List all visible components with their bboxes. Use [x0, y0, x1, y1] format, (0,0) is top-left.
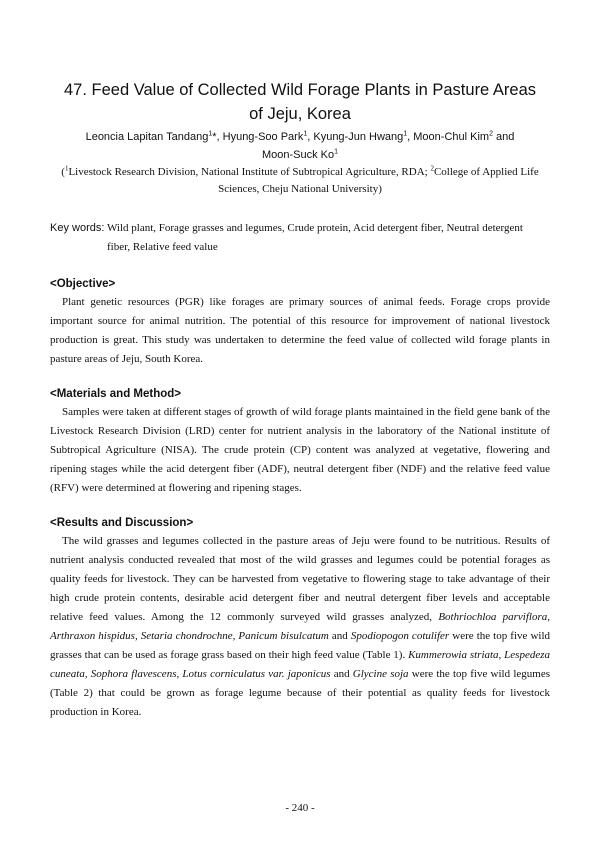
objective-heading: <Objective> — [50, 278, 116, 290]
species-legume-5: Glycine soja — [352, 668, 409, 680]
results-text: The wild grasses and legumes collected in the pasture areas of Jeju were found to be nutritious. Results of nutrient analysis conducted revealed that most of the wild grasses and legumes could be potential forages as quality feeds for livestock. They can be harvested from vegetative to flowering stage to take advantage of their high crude protein contents, desirable acid detergent fiber and neutral detergent fiber levels and acceptable relative feed values. Among the 12 commonly surveyed wild grasses analyzed, Bothriochloa parviflora, Arthraxon hispidus, Setaria chondrochne, Panicum bisulcatum and Spodiopogon cotulifer were the top five wild grasses that can be used as forage grass based on their high feed value (Table 1). Kummerowia striata, Lespedeza cuneata, Sophora flavescens, Lotus corniculatus var. japonicus and Glycine soja were the top five wild legumes (Table 2) that could be grown as forage legume because of their potential as quality feeds for livestock production in Korea. — [50, 535, 551, 718]
page-number: - 240 - — [285, 802, 315, 814]
species-legumes: Kummerowia striata, Lespedeza cuneata, Sophora flavescens, Lotus corniculatus var. japonicus — [50, 649, 550, 680]
affiliation: ($^1$Livestock Research Division, National Institute of Subtropical Agriculture, RDA; $^2$College of Applied Life Sciences, Cheju National University) — [61, 164, 539, 195]
methods-heading: <Materials and Method> — [50, 388, 182, 400]
results-heading: <Results and Discussion> — [50, 517, 194, 529]
paper-title: 47. Feed Value of Collected Wild Forage Plants in Pasture Areas of Jeju, Korea — [63, 81, 537, 123]
author-list: Leoncia Lapitan Tandang$^1$*, Hyung-Soo Park$^1$, Kyung-Jun Hwang$^1$, Moon-Chul Kim$^2$ and Moon-Suck Ko$^1$ — [85, 130, 515, 161]
species-grasses: Bothriochloa parviflora, Arthraxon hispidus, Setaria chondrochne, Panicum bisulcatum — [50, 611, 550, 642]
keywords-label: Key words: — [50, 222, 105, 234]
objective-text: Plant genetic resources (PGR) like forages are primary sources of animal feeds. Forage crops provide important source for animal nutrition. The potential of this resource for improvement of national livestock production is great. This study was undertaken to determine the feed value of collected wild forage plants in pasture areas of Jeju, South Korea. — [50, 296, 550, 365]
keywords: Key words: Wild plant, Forage grasses and legumes, Crude protein, Acid detergent fiber, Neutral detergent fiber, Relative feed value — [50, 222, 523, 253]
methods-text: Samples were taken at different stages of growth of wild forage plants maintained in the field gene bank of the Livestock Research Division (LRD) center for nutrient analysis in the laboratory of the National institute of Subtropical Agriculture (NISA). The crude protein (CP) content was analyzed at vegetative, flowering and ripening stages while the acid detergent fiber (ADF), neutral detergent fiber (NDF) and the relative feed value (RFV) were determined at flowering and ripening stages. — [50, 406, 550, 494]
species-grass-5: Spodiopogon cotulifer — [350, 630, 450, 642]
